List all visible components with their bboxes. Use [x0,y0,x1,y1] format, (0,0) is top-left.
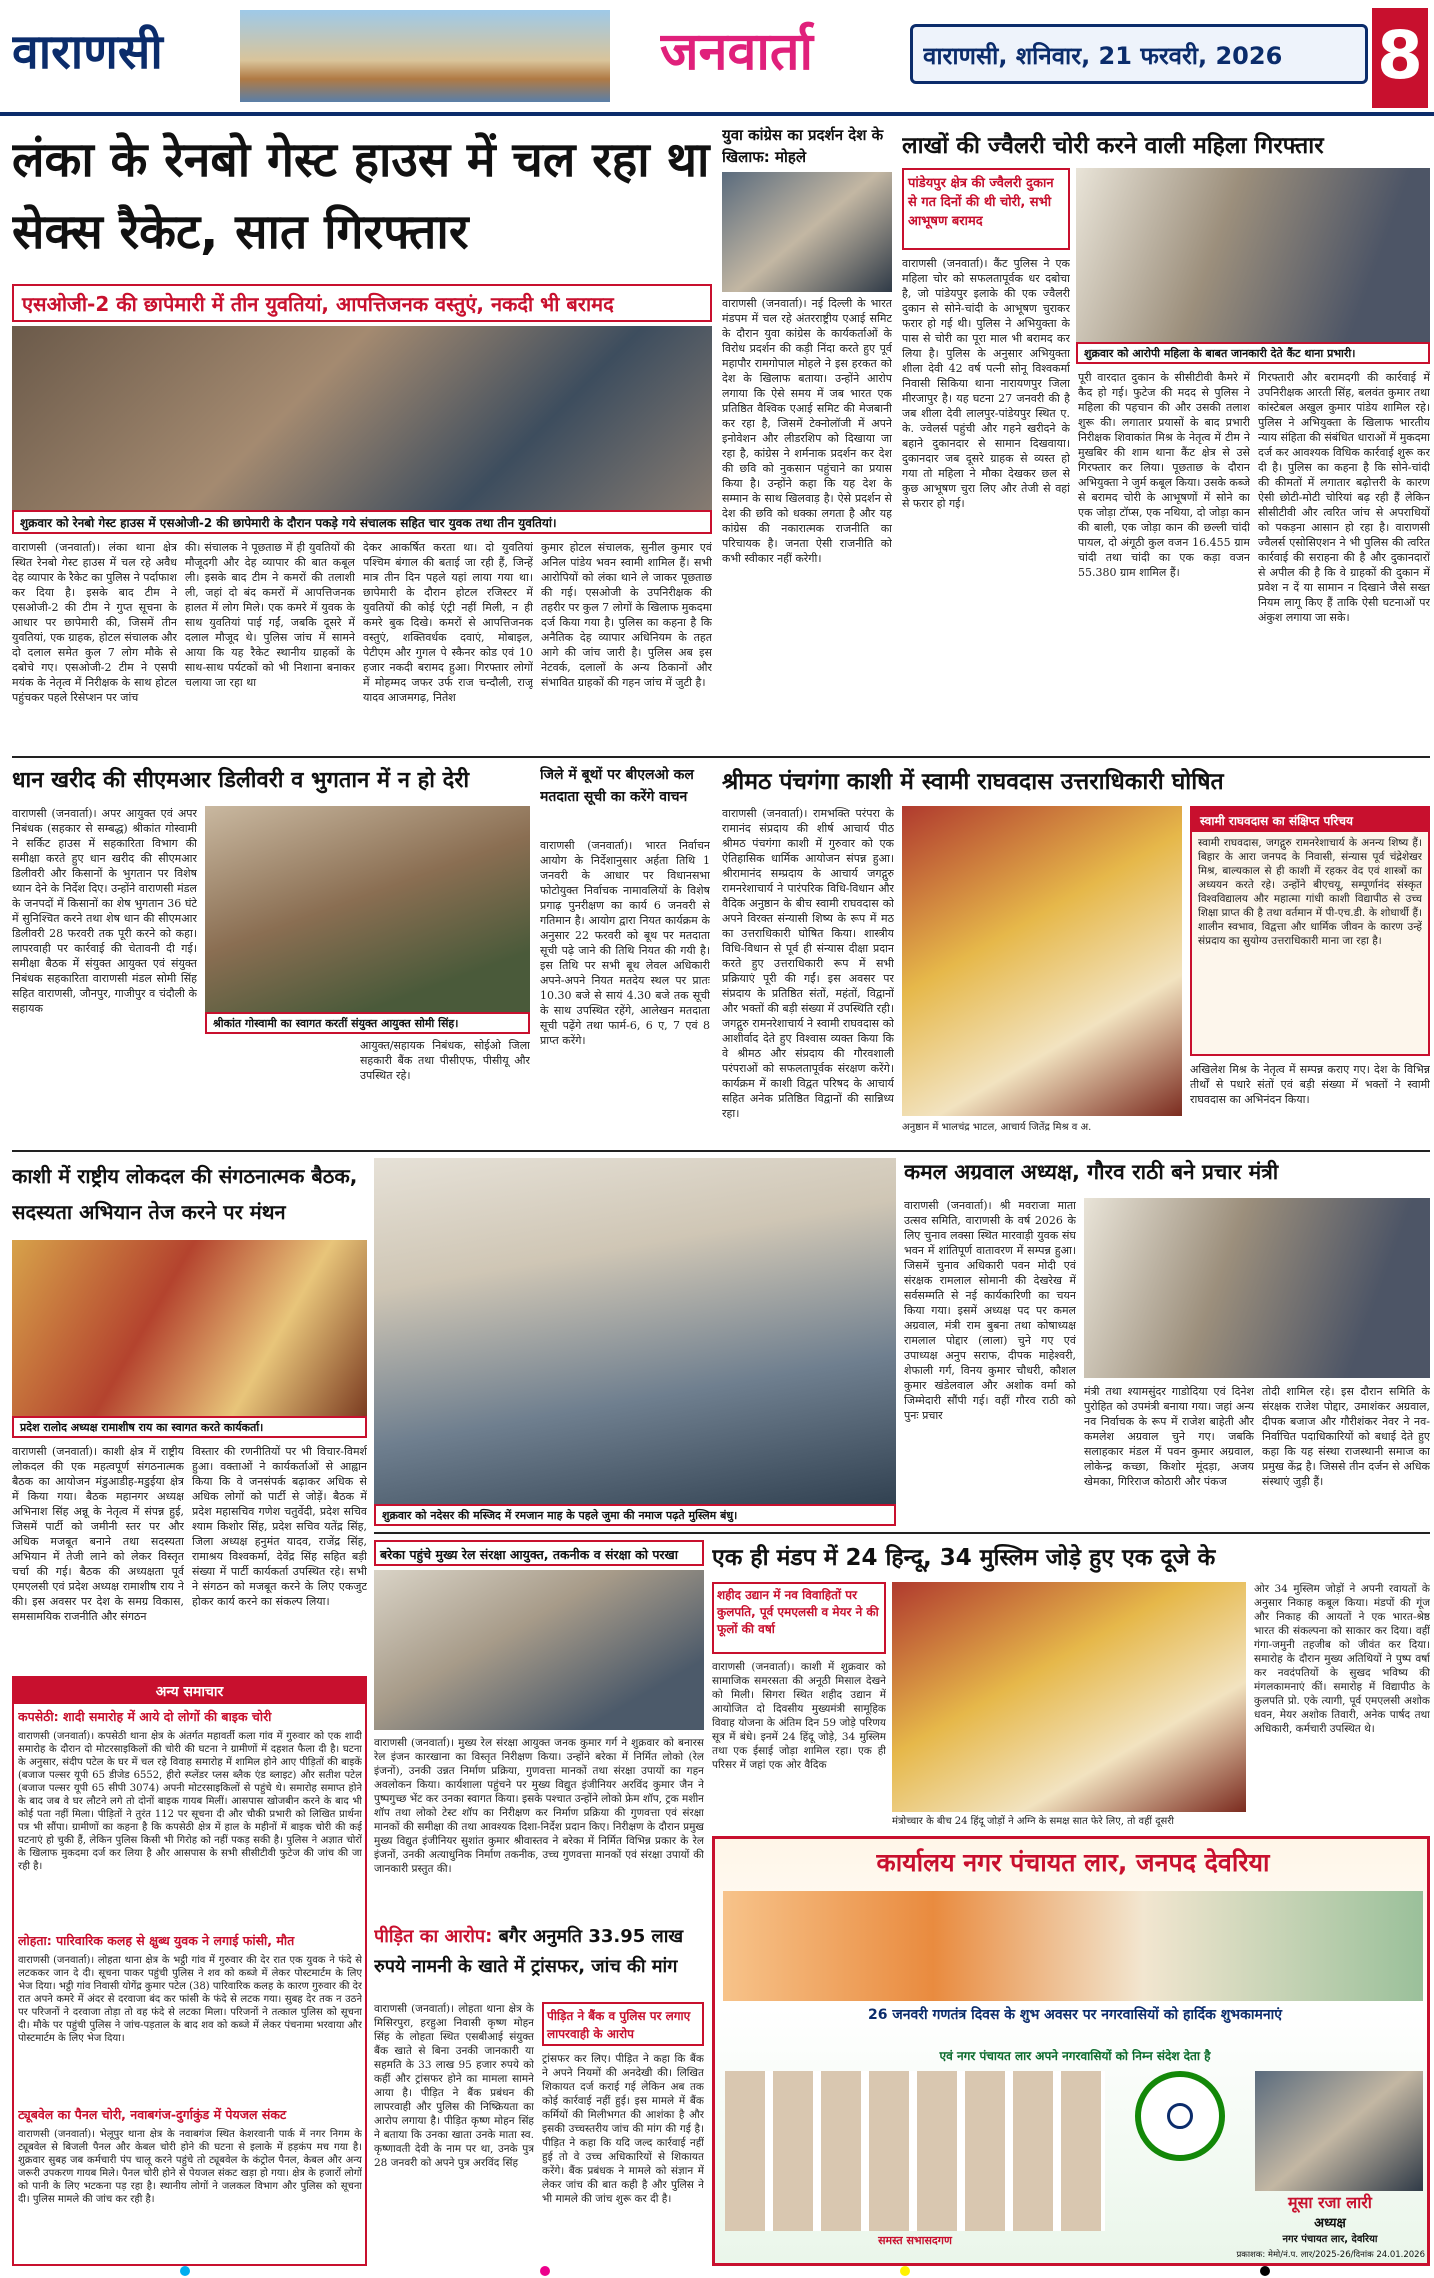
kamal-body-1: वाराणसी (जनवार्ता)। श्री मवराजा माता उत्सव समिति, वाराणसी के वर्ष 2026 के लिए चुनाव लक्सा स्थित मारवाड़ी युवक संघ भवन में शांतिपूर्ण वातावरण में सम्पन्न हुआ। जिसमें चुनाव अधिकारी पवन मोदी एवं संरक्षक रामलाल सोमानी की देखरेख में सर्वसम्मति से नई कार्यकारिणी का चयन किया गया। इसमें अध्यक्ष पद पर कमल अग्रवाल, मंत्री राम बुबना तथा कोषाध्यक्ष रामलाल पोद्दार (लाला) चुने गए एवं उपाध्यक्ष अनुप सराफ, दीपक माहेश्वरी, शेफाली गर्ग, विनय कुमार चौधरी, कौशल कुमार खंडेलवाल और अशोक वर्मा को जिम्मेदारी सौंपी गई। वहीं गौरव राठी को पुनः प्रचार [904,1199,1076,1422]
row-divider-2 [12,1150,1430,1152]
jewelry-photo [1076,168,1430,348]
namaz-caption: शुक्रवार को नदेसर की मस्जिद में रमजान माह के पहले जुमा की नमाज पढ़ते मुस्लिम बंधु। [374,1504,896,1526]
fraud-body-1: वाराणसी (जनवार्ता)। लोहता थाना क्षेत्र के मिसिरपुरा, हरहुआ निवासी कृष्ण मोहन सिंह के लोहता स्थित एसबीआई संयुक्त बैंक खाते से बिना उनकी जानकारी या सहमति के 33 लाख 95 हजार रुपये को कहीं और ट्रांसफर होने का मामला सामने आया है। पीड़ित ने बैंक प्रबंधन की लापरवाही और पुलिस की निष्क्रियता का आरोप लगाया है। पीड़ित कृष्ण मोहन सिंह ने बताया कि उनका खाता उनके माता स्व. कृष्णावती देवी के नाम पर था, उनके पुत्र 28 जनवरी को अपने पुत्र अरविंद सिंह [374,2003,534,2169]
brief-body-2: वाराणसी (जनवार्ता)। लोहता थाना क्षेत्र के भट्ठी गांव में गुरुवार की देर रात एक युवक ने फंदे से लटककर जान दे दी। सूचना पाकर पहुंची पुलिस ने शव को कब्जे में लेकर पोस्टमार्टम के लिए भेज दिया। भट्ठी गांव निवासी योगेंद्र कुमार पटेल (38) पारिवारिक कलह के कारण गुरुवार की देर रात अपने कमरे में अंदर से दरवाजा बंद कर फांसी के फंदे से लटक गया। सुबह देर तक न उठने पर परिजनों ने दरवाजा तोड़ा तो वह फंदे से लटका मिला। परिजनों ने तत्काल पुलिस को सूचना दी। मौके पर पहुंची पुलिस ने जांच-पड़ताल के बाद शव को कब्जे में लेकर पंचनामा भरवाया और पोस्टमार्टम के लिए भेज दिया। [18,1955,362,2044]
lead-subhead: एसओजी-2 की छापेमारी में तीन युवतियां, आपत्तिजनक वस्तुएं, नकदी भी बरामद [12,284,712,322]
math-body-1: वाराणसी (जनवार्ता)। रामभक्ति परंपरा के रामानंद संप्रदाय की शीर्ष आचार्य पीठ श्रीमठ पंचगंगा काशी में गुरुवार को एक ऐतिहासिक धार्मिक आयोजन संपन्न हुआ। श्रीरामानंद सम्प्रदाय के आचार्य जगद्गुरु रामनरेशाचार्य ने पारंपरिक विधि-विधान और वैदिक अनुष्ठान के बीच स्वामी राघवदास को अपने विरक्त संन्यासी शिष्य के रूप में मठ का उत्तराधिकारी घोषित किया। शास्त्रीय विधि-विधान से पूर्व ही संन्यास दीक्षा प्रदान करते हुए उत्तराधिकारी रूप में सभी प्रक्रियाएं पूरी की गईं। इस अवसर पर संप्रदाय के प्रतिष्ठित संतों, महंतों, विद्वानों और भक्तों की बड़ी संख्या में उपस्थिति रही। जगद्गुरु रामनरेशाचार्य ने स्वामी राघवदास को आशीर्वाद देते हुए विश्वास व्यक्त किया कि वे श्रीमठ और संप्रदाय की गौरवशाली परंपराओं को सफलतापूर्वक संरक्षण करेंगे। कार्यक्रम में काशी विद्वत परिषद के आचार्य सहित अनेक प्रतिष्ठित विद्वानों की सान्निध्य रहा। [722,807,894,1120]
lead-photo [12,326,712,528]
lead-body-4: कुमार होटल संचालक, सुनील कुमार एवं अनिल पांडेय भवन स्वामी शामिल हैं। सभी आरोपियों को लंका थाने ले जाकर पूछताछ की गई। एसओजी के उपनिरीक्षक की तहरीर पर कुल 7 लोगों के खिलाफ मुकदमा दर्ज किया गया है। पुलिस का कहना है कि अनैतिक देह व्यापार अधिनियम के तहत आगे की जांच जारी है। पुलिस अब इस नेटवर्क, दलालों के अन्य ठिकानों और संभावित ग्राहकों की गहन जांच में जुटी है। [541,541,712,689]
ghat-banner-image [240,10,610,102]
lead-caption: शुक्रवार को रेनबो गेस्ट हाउस में एसओजी-2 की छापेमारी के दौरान पकड़े गये संचालक सहित चार युवक तथा तीन युवतियां। [12,510,712,534]
dateline-box [910,24,1368,84]
ad-chairman-title: अध्यक्ष [1314,2216,1346,2231]
namaz-photo [374,1158,896,1510]
lead-headline: लंका के रेनबो गेस्ट हाउस में चल रहा था सेक्स रैकेट, सात गिरफ्तार [12,132,710,260]
row-divider-3 [374,1532,1430,1534]
paddy-body-1: वाराणसी (जनवार्ता)। अपर आयुक्त एवं अपर निबंधक (सहकार से सम्बद्ध) श्रीकांत गोस्वामी ने सर्किट हाउस में सहकारिता विभाग की समीक्षा करते हुए धान खरीद की सीएमआर डिलीवरी और किसानों के भुगतान पर विशेष ध्यान देने के निर्देश दिए। उन्होंने वाराणसी मंडल के जनपदों में किसानों का शेष भुगतान 36 घंटे में सुनिश्चित करने तथा शेष धान की सीएमआर डिलीवरी 28 फरवरी तक पूरी करने को कहा। लापरवाही पर कार्रवाई की चेतावनी दी गई। समीक्षा बैठक में संयुक्त आयुक्त एवं संयुक्त निबंधक सहकारिता वाराणसी मंडल सोमी सिंह सहित वाराणसी, जौनपुर, गाजीपुर व चंदौली के सहायक [12,807,197,1015]
row-divider-1 [12,756,1430,758]
math-caption: अनुष्ठान में भालचंद्र भाटल, आचार्य जितेंद्र मिश्र व अ. [902,1122,1092,1133]
rail-headline: बरेका पहुंचे मुख्य रेल संरक्षा आयुक्त, तकनीक व संरक्षा को परखा [374,1540,704,1566]
wedding-subbox: शहीद उद्यान में नव विवाहितों पर कुलपति, पूर्व एमएलसी व मेयर ने की फूलों की वर्षा [712,1582,886,1654]
wedding-headline: एक ही मंडप में 24 हिन्दू, 34 मुस्लिम जोड़े हुए एक दूजे के [712,1545,1216,1571]
ad-message: एवं नगर पंचायत लार अपने नगरवासियों को निम्न संदेश देता है [939,2049,1211,2063]
lokdal-photo [12,1240,367,1420]
jewelry-body-3: गिरफ्तारी और बरामदगी की कार्रवाई में उपनिरीक्षक आरती सिंह, बलवंत कुमार तथा कांस्टेबल अखुल कुमार पांडेय शामिल रहे। पुलिस ने अभियुक्ता के खिलाफ भारतीय न्याय संहिता की संबंधित धाराओं में मुकदमा दर्ज कर आवश्यक विधिक कार्रवाई शुरू कर दी है। पुलिस का कहना है कि सोने-चांदी की कीमतों में लगातार बढ़ोत्तरी के कारण ऐसी छोटी-मोटी चोरियां बढ़ रही हैं लेकिन सीसीटीवी और त्वरित जांच से अपराधियों को पकड़ना आसान हो रहा है। वाराणसी ज्वैलर्स एसोसिएशन ने भी पुलिस की त्वरित कार्रवाई की सराहना की है और दुकानदारों से अपील की है कि वे ग्राहकों की दुकान में प्रवेश न दें या सामान न दिखाने जैसे सख्त नियम लागू किए हैं ताकि ऐसी घटनाओं पर अंकुश लगाया जा सके। [1258,371,1430,624]
rail-body: वाराणसी (जनवार्ता)। मुख्य रेल संरक्षा आयुक्त जनक कुमार गर्ग ने शुक्रवार को बनारस रेल इंजन कारखाना का विस्तृत निरीक्षण किया। उन्होंने बरेका में निर्मित लोको (रेल इंजनों), उनकी उन्नत निर्माण प्रक्रिया, गुणवत्ता मानकों तथा संरक्षा उपायों का गहन अवलोकन किया। कार्यशाला पहुंचने पर मुख्य विद्युत इंजीनियर अरविंद कुमार जैन ने पुष्पगुच्छ भेंट कर उनका स्वागत किया। इसके पश्चात उन्होंने लोको फ्रेम शॉप, ट्रक मशीन शॉप तथा लोको टेस्ट शॉप का निरीक्षण कर निर्माण प्रक्रिया की गुणवत्ता एवं संरक्षा मानकों की समीक्षा की तथा आवश्यक दिशा-निर्देश प्रदान किए। निरीक्षण के दौरान प्रमुख मुख्य विद्युत इंजीनियर सुशांत कुमार श्रीवास्तव ने बरेका में निर्मित विभिन्न प्रकार के रेल इंजनों, उनकी अत्याधुनिक निर्माण तकनीक, उच्च गुणवत्ता मानकों एवं संरक्षा उपायों की जानकारी प्रस्तुत की। [374,1737,704,1875]
math-body-2: अखिलेश मिश्र के नेतृत्व में सम्पन्न कराए गए। देश के विभिन्न तीर्थों से पधारे संतों एवं बड़ी संख्या में भक्तों ने स्वामी राघवदास का अभिनंदन किया। [1190,1063,1430,1106]
ad-title: कार्यालय नगर पंचायत लार, जनपद देवरिया [876,1848,1270,1877]
paddy-headline: धान खरीद की सीएमआर डिलीवरी व भुगतान में न हो देरी [12,768,470,793]
math-headline: श्रीमठ पंचगंगा काशी में स्वामी राघवदास उत्तराधिकारी घोषित [722,769,1224,795]
paddy-body-2: आयुक्त/सहायक निबंधक, सोईओ जिला सहकारी बैंक तथा पीसीएफ, पीसीयू और उपस्थित रहे। [360,1039,530,1082]
advertisement [712,1836,1430,2266]
math-box-body: स्वामी राघवदास, जगद्गुरु रामनरेशाचार्य के अनन्य शिष्य हैं। बिहार के आरा जनपद के निवासी, संन्यास पूर्व चंद्रेशेखर मिश्र, बाल्यकाल से ही काशी में रहकर वेद एवं शास्त्रों का अध्ययन करते रहे। उन्होंने बीएचयू, सम्पूर्णानंद संस्कृत विश्वविद्यालय और महात्मा गांधी काशी विद्यापीठ से उच्च शिक्षा प्राप्त की है तथा वर्तमान में पी-एच.डी. के शोधार्थी हैं। शालीन स्वभाव, विद्वत्ता और धार्मिक जीवन के कारण उन्हें संप्रदाय का सुयोग्य उत्तराधिकारी माना जा रहा है। [1198,837,1422,947]
lead-body-2: की। संचालक ने पूछताछ में ही युवतियों की मौजूदगी और देह व्यापार की बात कबूल ली। इसके बाद टीम ने कमरों की तलाशी ली, जहां दो बंद कमरों में आपत्तिजनक हालत में लोग मिले। एक कमरे में युवक के साथ युवतियां पाई गईं, जबकि दूसरे में दलाल मौजूद थे। पुलिस जांच में सामने आया कि यह रैकेट स्थानीय ग्राहकों के साथ-साथ पर्यटकों को भी निशाना बनाकर चलाया जा रहा था [185,541,355,689]
paddy-photo [205,806,530,1018]
city-name: वाराणसी [12,24,163,80]
page-number: 8 [1372,8,1428,108]
wedding-photo [892,1582,1246,1812]
math-profile-box [1190,806,1430,1056]
ad-members-label: समस्त सभासदगण [878,2234,952,2247]
dateline: वाराणसी, शनिवार, 21 फरवरी, 2026 [923,42,1283,70]
jewelry-subbox: पांडेयपुर क्षेत्र की ज्वैलरी दुकान से गत दिनों की थी चोरी, सभी आभूषण बरामद [902,168,1070,250]
masthead-rule [0,112,1434,116]
briefs-section [12,1676,367,2266]
congress-body: वाराणसी (जनवार्ता)। नई दिल्ली के भारत मंडपम में चल रहे अंतरराष्ट्रीय एआई समिट के दौरान युवा कांग्रेस के कार्यकर्ताओं के विरोध प्रदर्शन की कड़ी निंदा करते हुए पूर्व महापौर रामगोपाल मोहले ने इस हरकत को देश के खिलाफ बताया। उन्होंने आरोप लगाया कि ऐसे समय में जब भारत एक प्रतिष्ठित वैश्विक एआई समिट की मेजबानी कर रहा है, जिसमें टेक्नोलॉजी में अपने इनोवेशन और लीडरशिप को दिखाया जा रहा है, कांग्रेस ने शर्मनाक प्रदर्शन कर देश की छवि को नुकसान पहुंचाने का प्रयास किया है। उन्होंने कहा कि यह देश के सम्मान के साथ खिलवाड़ है। ऐसे प्रदर्शन से देश की छवि को धक्का लगता है और यह कांग्रेस की नकारात्मक राजनीति का परिचायक है। जनता ऐसी राजनीति को कभी स्वीकार नहीं करेगी। [722,297,892,565]
lokdal-body-1: वाराणसी (जनवार्ता)। काशी क्षेत्र में राष्ट्रीय लोकदल की एक महत्वपूर्ण संगठनात्मक बैठक का आयोजन मंडुआडीह-मडुईया क्षेत्र में किया गया। बैठक महानगर अध्यक्ष अभिनाश सिंह अन्नू के नेतृत्व में संपन्न हुई, जिसमें पार्टी को जमीनी स्तर पर और अधिक मजबूत बनाने तथा सदस्यता अभियान में तेजी लाने को लेकर विस्तृत चर्चा की गई। बैठक की अध्यक्षता पूर्व एमएलसी एवं प्रदेश अध्यक्ष रामाशीष राय ने की। इस अवसर पर देश के समग्र विकास, समसामयिक राजनीति और संगठन [12,1445,184,1623]
ad-chairman-name: मूसा रजा लारी [1288,2193,1372,2212]
kamal-headline: कमल अग्रवाल अध्यक्ष, गौरव राठी बने प्रचार मंत्री [904,1160,1279,1184]
brief-body-3: वाराणसी (जनवार्ता)। भेलूपुर थाना क्षेत्र के नवाबगंज स्थित केशरवानी पार्क में नगर निगम के ट्यूबवेल से बिजली पैनल और केबल चोरी होने की घटना से इलाके में हड़कंप मच गया है। शुक्रवार सुबह जब कर्मचारी पंप चालू करने पहुंचे तो ट्यूबवेल के कंट्रोल पैनल, केबल और अन्य जरूरी उपकरण गायब मिले। पैनल चोरी होने से पेयजल संकट खड़ा हो गया। क्षेत्र के हजारों लोगों को पानी के लिए भटकना पड़ रहा है। स्थानीय लोगों ने जलकल विभाग और पुलिस को सूचना दी। पुलिस मामले की जांच कर रही है। [18,2129,362,2205]
ad-chairman-photo [1255,2071,1423,2191]
voters-body: वाराणसी (जनवार्ता)। भारत निर्वाचन आयोग के निर्देशानुसार अर्हता तिथि 1 जनवरी के आधार पर विधानसभा फोटोयुक्त निर्वाचक नामावलियों के विशेष प्रगाढ़ पुनरीक्षण का कार्य 6 जनवरी से गतिमान है। आयोग द्वारा नियत कार्यक्रम के अनुसार 22 फरवरी को बूथ पर मतदाता सूची पढ़े जाने की तिथि नियत की गयी है। इस तिथि पर सभी बूथ लेवल अधिकारी अपने-अपने नियत मतदेय स्थल पर प्रातः 10.30 बजे से सायं 4.30 बजे तक सूची के साथ उपस्थित रहेंगे, आलेखन मतदाता सूची पढ़ेंगे तथा फार्म-6, 6 ए, 7 एवं 8 प्राप्त करेंगे। [540,839,710,1047]
magenta-mark [540,2266,550,2276]
congress-headline: युवा कांग्रेस का प्रदर्शन देश के खिलाफ: मोहले [722,126,884,166]
masthead [0,0,1434,118]
paddy-caption: श्रीकांत गोस्वामी का स्वागत करतीं संयुक्त आयुक्त सोमी सिंह। [205,1012,530,1034]
voters-headline: जिले में बूथों पर बीएलओ कल मतदाता सूची का करेंगे वाचन [540,767,694,805]
brief-body-1: वाराणसी (जनवार्ता)। कपसेठी थाना क्षेत्र के अंतर्गत महावर्ती कला गांव में गुरुवार को एक शादी समारोह के दौरान दो मोटरसाइकिलों की चोरी की घटना ने ग्रामीणों में दहशत फैला दी है। घटना के अनुसार, संदीप पटेल के घर में चल रहे विवाह समारोह में शामिल होने आए पीड़ितों की बाइकें (बजाज पल्सर यूपी 65 डीजेड 6552, हीरो स्प्लेंडर प्लस ब्लैक एंड ब्लाइट) और सतीश पटेल (बजाज पल्सर यूपी 65 सीपी 3074) अपनी मोटरसाइकिलों से पहुंचे थे। समारोह समाप्त होने के बाद जब वे घर लौटने लगे तो दोनों बाइक गायब मिलीं। आसपास खोजबीन करने के बाद भी कोई पता नहीं मिला। पीड़ितों ने तुरंत 112 पर सूचना दी और चौकी प्रभारी को लिखित प्रार्थना पत्र भी सौंपा। ग्रामीणों का कहना है कि कपसेठी क्षेत्र में हाल के महीनों में बाइक चोरी की कई घटनाएं हो चुकी हैं, लेकिन पुलिस किसी भी गिरोह को नहीं पकड़ सकी है। पुलिस ने अज्ञात चोरों के खिलाफ मुकदमा दर्ज कर लिया है और आसपास के सभी सीसीटीवी फुटेज की जांच की जा रही है। [18,1731,362,1872]
jewelry-body-2: पूरी वारदात दुकान के सीसीटीवी कैमरे में कैद हो गई। फुटेज की मदद से पुलिस ने महिला की पहचान की और उसकी तलाश शुरू की। लगातार प्रयासों के बाद प्रभारी निरीक्षक शिवाकांत मिश्र के नेतृत्व में टीम ने मुखबिर की शाम थाना कैंट क्षेत्र से उसे गिरफ्तार कर लिया। पूछताछ के दौरान अभियुक्ता ने जुर्म कबूल किया। उसके कब्जे से बरामद चोरी के आभूषणों में सोने का एक जोड़ा टॉप्स, एक नथिया, दो जोड़ा कान की बाली, एक जोड़ा कान की छल्ली चांदी पायल, दो अंगूठी कुल वजन 16.455 ग्राम चांदी तथा चांदी का एक कड़ा वजन 55.380 ग्राम शामिल हैं। [1078,371,1250,579]
ad-chakra-icon [1167,2103,1193,2129]
jewelry-caption: शुक्रवार को आरोपी महिला के बाबत जानकारी देते कैंट थाना प्रभारी। [1076,342,1430,364]
kamal-photo [1084,1198,1430,1378]
congress-photo [722,172,892,292]
paper-name: जनवार्ता [660,21,813,82]
lead-body-1: वाराणसी (जनवार्ता)। लंका थाना क्षेत्र स्थित रेनबो गेस्ट हाउस में चल रहे अवैध देह व्यापार के रैकेट का पुलिस ने पर्दाफाश कर दिया है। इसके बाद टीम ने एसओजी-2 की टीम ने गुप्त सूचना के आधार पर छापेमारी की, जिसमें तीन युवतियां, एक ग्राहक, होटल संचालक और दो दलाल समेत कुल 7 लोग मौके से दबोचे गए। एसओजी-2 टीम ने एसपी मयंक के नेतृत्व में निरीक्षक के साथ होटल पहुंचकर पहले रिसेप्शन पर जांच [12,541,177,704]
briefs-header: अन्य समाचार [14,1678,365,1704]
jewelry-headline: लाखों की ज्वैलरी चोरी करने वाली महिला गिरफ्तार [902,133,1324,159]
math-box-title: स्वामी राघवदास का संक्षिप्त परिचय [1192,808,1428,832]
kamal-body-2: मंत्री तथा श्यामसुंदर गाडोदिया एवं दिनेश पुरोहित को उपमंत्री बनाया गया। जहां अन्य नव निर्वाचक के रूप में राजेश बाहेती और कमलेश अग्रवाल चुने गए। जबकि सलाहकार मंडल में पवन कुमार अग्रवाल, लोकेन्द्र कच्छा, किशोर मूंदड़ा, अजय खेमका, गिरिराज कोठारी और पंकज [1084,1385,1254,1488]
fraud-headline [374,1922,704,1996]
print-registration-marks [0,2266,1434,2276]
wedding-caption: मंत्रोच्चार के बीच 24 हिंदू जोड़ों ने अग्नि के समक्ष सात फेरे लिए, तो वहीं दूसरी [892,1816,1174,1827]
fraud-headline-red: पीड़ित का आरोप: [374,1926,499,1947]
fraud-inset: पीड़ित ने बैंक व पुलिस पर लगाए लापरवाही के आरोप [542,2002,704,2046]
fraud-body-2: ट्रांसफर कर लिए। पीड़ित ने कहा कि बैंक ने अपने नियमों की अनदेखी की। लिखित शिकायत दर्ज कराई गई लेकिन अब तक कोई कार्रवाई नहीं हुई। इस मामले में बैंक कर्मियों की मिलीभगत की आशंका है और इसकी उच्चस्तरीय जांच की मांग की गई है। पीड़ित ने कहा कि यदि जल्द कार्रवाई नहीं हुई तो वे उच्च अधिकारियों से शिकायत करेंगे। बैंक प्रबंधक ने मामले को संज्ञान में लेकर जांच की बात कही है और पुलिस ने भी मामले की जांच शुरू कर दी है। [542,2053,704,2205]
lokdal-caption: प्रदेश रालोद अध्यक्ष रामाशीष राय का स्वागत करते कार्यकर्ता। [12,1416,367,1438]
black-mark [1260,2266,1270,2276]
ad-leaders-strip [723,1891,1423,2001]
brief-title-1: कपसेठी: शादी समारोह में आये दो लोगों की बाइक चोरी [18,1709,272,1724]
wedding-body-2: ओर 34 मुस्लिम जोड़ों ने अपनी रवायतों के अनुसार निकाह कबूल किया। मंडपों की गूंज और निकाह की आयतों ने एक भारत-श्रेष्ठ भारत की संकल्पना को साकार कर दिया। वहीं गंगा-जमुनी तहजीब को जीवंत कर दिया। समारोह के दौरान मुख्य अतिथियों ने पुष्प वर्षा कर नवदंपतियों के सुखद भविष्य की मंगलकामनाएं कीं। समारोह में विद्यापीठ के कुलपति प्रो. एके त्यागी, पूर्व एमएलसी अशोक धवन, मेयर अशोक तिवारी, अनेक पार्षद तथा अधिकारी, कर्मचारी उपस्थित थे। [1254,1583,1430,1735]
lokdal-headline: काशी में राष्ट्रीय लोकदल की संगठनात्मक बैठक, सदस्यता अभियान तेज करने पर मंथन [12,1164,358,1224]
fraud-headline-rest: बगैर अनुमति 33.95 लाख रुपये नामनी के खाते में ट्रांसफर, जांच की मांग [374,1926,684,1977]
ad-greeting: 26 जनवरी गणतंत्र दिवस के शुभ अवसर पर नगरवासियों को हार्दिक शुभकामनाएं [868,2007,1282,2023]
lokdal-body-2: विस्तार की रणनीतियों पर भी विचार-विमर्श हुआ। वक्ताओं ने कार्यकर्ताओं से आह्वान किया कि वे जनसंपर्क बढ़ाकर अधिक से अधिक लोगों को पार्टी से जोड़ें। बैठक में प्रदेश महासचिव गणेश चतुर्वेदी, प्रदेश सचिव श्याम किशोर सिंह, प्रदेश सचिव यतेंद्र सिंह, जिला अध्यक्ष हनुमंत यादव, राजेंद्र सिंह, रामाश्रय विश्वकर्मा, देवेंद्र सिंह सहित बड़ी संख्या में पार्टी कार्यकर्ता उपस्थित रहे। सभी ने संगठन को मजबूत करने के लिए एकजुट होकर कार्य करने का संकल्प लिया। [192,1445,367,1608]
ad-republic-emblem [1135,2071,1225,2161]
lead-body-3: देकर आकर्षित करता था। दो युवतियां पश्चिम बंगाल की बताई जा रही हैं, जिन्हें मात्र तीन दिन पहले यहां लाया गया था। छापेमारी के दौरान होटल रजिस्टर में युवतियों की कोई एंट्री नहीं मिली, न ही कमरे बुक दिखे। कमरों से आपत्तिजनक वस्तुएं, शक्तिवर्धक दवाएं, मोबाइल, पेटीएम और गुगल पे स्कैनर कोड एवं 10 हजार नकदी बरामद हुआ। गिरफ्तार लोगों में मोहम्मद जफर उर्फ राज चन्दौली, राजू यादव आजमगढ़, नितेश [363,541,533,704]
kamal-body-3: तोदी शामिल रहे। इस दौरान समिति के संरक्षक राजेश पोद्दार, उमाशंकर अग्रवाल, दीपक बजाज और गौरीशंकर नेवर ने नव-निर्वाचित पदाधिकारियों को बधाई देते हुए कहा कि यह संस्था राजस्थानी समाज का प्रमुख केंद्र है। जिससे तीन दर्जन से अधिक संस्थाएं जुड़ी हैं। [1262,1385,1430,1488]
jewelry-body-1: वाराणसी (जनवार्ता)। कैंट पुलिस ने एक महिला चोर को सफलतापूर्वक धर दबोचा है, जो पांडेयपुर इलाके की एक ज्वैलरी दुकान से सोने-चांदी के आभूषण चुराकर फरार हो गई थी। पुलिस ने अभियुक्ता के पास से चोरी का पूरा माल भी बरामद कर लिया है। पुलिस के अनुसार अभियुक्ता शीला देवी 42 वर्ष पत्नी सोनू विश्वकर्मा निवासी सिकिया थाना नारायणपुर जिला मीरजापुर है। यह घटना 27 जनवरी की है जब शीला देवी लालपुर-पांडेयपुर स्थित ए. के. ज्वेलर्स पहुंची और गहने खरीदने के बहाने दुकानदार से सामान दिखवाया। दुकानदार जब दूसरे ग्राहक से व्यस्त हो गया तो महिला ने मौका देखकर छल से कुछ आभूषण चुरा लिए और तेजी से वहां से फरार हो गई। [902,257,1070,510]
rail-photo [374,1570,704,1730]
ad-members-grid [725,2071,1105,2231]
brief-title-2: लोहता: पारिवारिक कलह से क्षुब्ध युवक ने लगाई फांसी, मौत [18,1933,295,1948]
brief-title-3: ट्यूबवेल का पैनल चोरी, नवाबगंज-दुर्गाकुंड में पेयजल संकट [18,2107,287,2122]
math-photo [902,806,1182,1116]
yellow-mark [900,2266,910,2276]
wedding-body-1: वाराणसी (जनवार्ता)। काशी में शुक्रवार को सामाजिक समरसता की अनूठी मिसाल देखने को मिली। सिगरा स्थित शहीद उद्यान में आयोजित दो दिवसीय मुख्यमंत्री सामूहिक विवाह योजना के अंतिम दिन 59 जोड़े परिणय सूत्र में बंधे। इनमें 24 हिंदू जोड़े, 34 मुस्लिम तथा एक ईसाई जोड़ा शामिल रहा। एक ही परिसर में जहां एक ओर वैदिक [712,1661,886,1771]
ad-chairman-org: नगर पंचायत लार, देवरिया [1282,2234,1378,2245]
ad-footer: प्रकाशक: मेमो/नं.प. लार/2025-26/दिनांक 24.01.2026 [1236,2250,1425,2260]
cyan-mark [180,2266,190,2276]
